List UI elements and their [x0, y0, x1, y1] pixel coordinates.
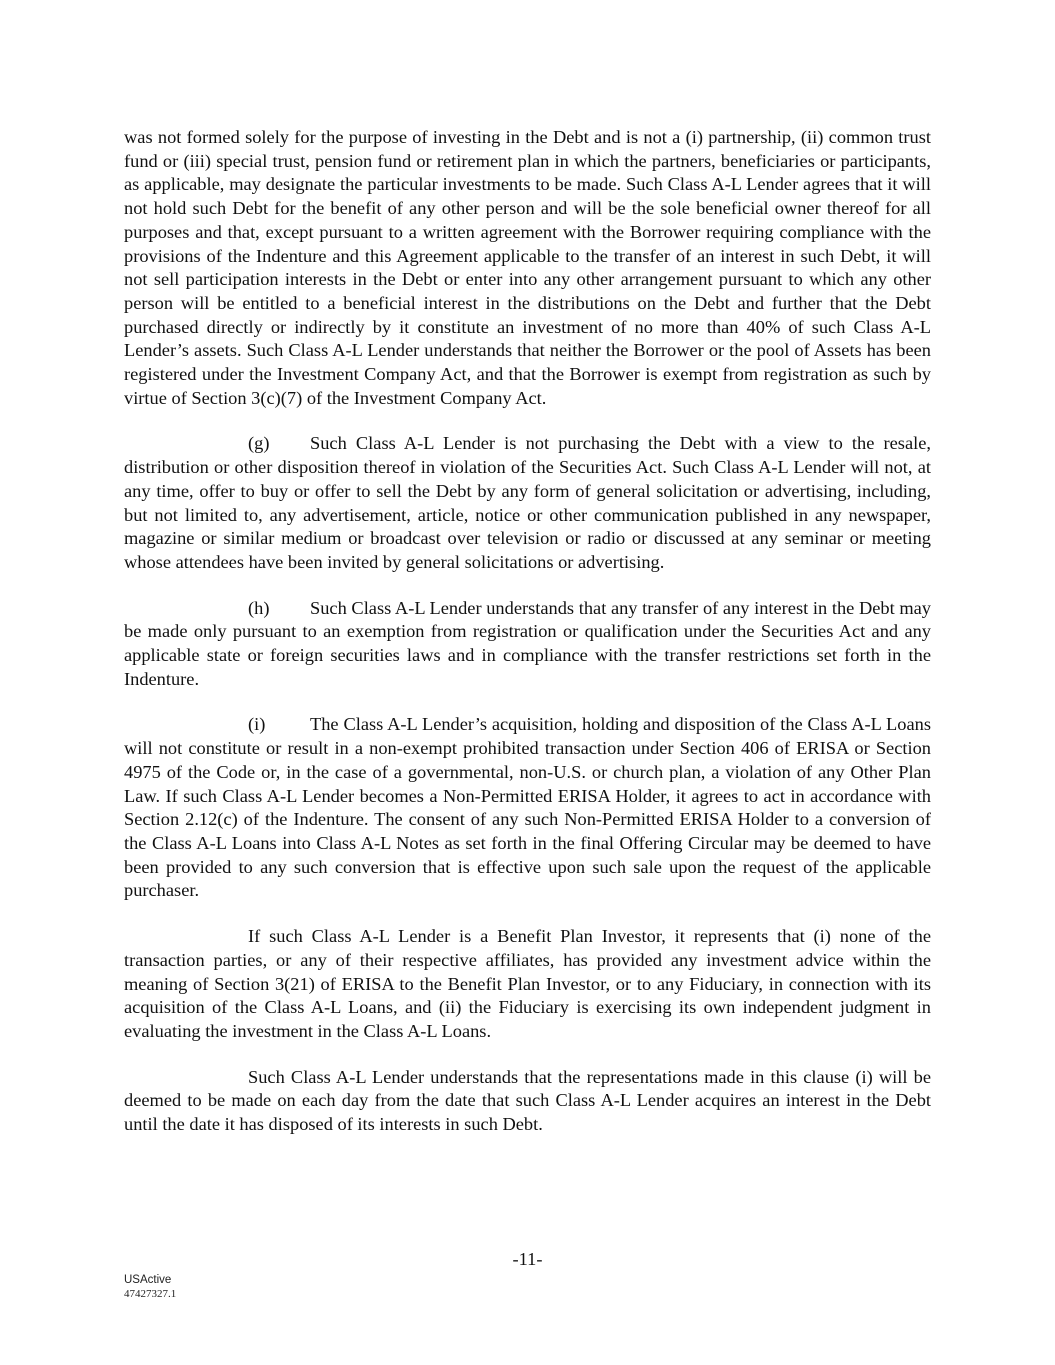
paragraph-h [124, 597, 931, 692]
footer-label: USActive [124, 1274, 172, 1286]
paragraph-continuation: was not formed solely for the purpose of investing in the Debt and is not a (i) partnership, (ii) common trust fund or (iii) special trust, pension fund or retirement plan in which the partners, beneficiaries or participants, as applicable, may designate the particular investments to be made. Such Class A-L Lender agrees that it will not hold such Debt for the benefit of any other person and will be the sole beneficial owner thereof for all purposes and that, except pursuant to a written agreement with the Borrower requiring compliance with the provisions of the Indenture and this Agreement applicable to the transfer of an interest in such Debt, it will not sell participation interests in the Debt or enter into any other arrangement pursuant to which any other person will be entitled to a beneficial interest in the distributions on the Debt and further that the Debt purchased directly or indirectly by it constitute an investment of no more than 40% of such Class A-L Lender’s assets. Such Class A-L Lender understands that neither the Borrower or the pool of Assets has been registered under the Investment Company Act, and that the Borrower is exempt from registration as such by virtue of Section 3(c)(7) of the Investment Company Act. [124, 127, 931, 408]
footer-doc-id: 47427327.1 [124, 1288, 177, 1300]
paragraph-representations: Such Class A-L Lender understands that the representations made in this clause (i) will be deemed to be made on each day from the date that such Class A-L Lender acquires an interest in the Debt until the date it has disposed of its interests in such Debt. [124, 1066, 931, 1135]
clause-text-h: Such Class A-L Lender understands that any transfer of any interest in the Debt may be made only pursuant to an exemption from registration or qualification under the Securities Act and any applicable state or foreign securities laws and in compliance with the transfer restrictions set forth in the Indenture. [124, 597, 931, 689]
page-number: -11- [512, 1249, 543, 1269]
clause-text-g: Such Class A-L Lender is not purchasing the Debt with a view to the resale, distribution or other disposition thereof in violation of the Securities Act. Such Class A-L Lender will not, at any time, offer to buy or offer to sell the Debt by any form of general solicitation or advertising, including, but not limited to, any advertisement, article, notice or other communication published in any newspaper, magazine or similar medium or broadcast over television or radio or discussed at any seminar or meeting whose attendees have been invited by general solicitations or advertising. [124, 433, 931, 572]
paragraph-i [124, 713, 931, 903]
paragraph-g [124, 432, 931, 574]
clause-label-h: (h) [248, 597, 270, 618]
footer [124, 1273, 176, 1301]
document-body [124, 126, 931, 1159]
clause-label-g: (g) [248, 433, 270, 454]
clause-text-i: The Class A-L Lender’s acquisition, holding and disposition of the Class A-L Loans will not constitute or result in a non-exempt prohibited transaction under Section 406 of ERISA or Section 4975 of the Code or, in the case of a governmental, non-U.S. or church plan, a violation of any Other Plan Law. If such Class A-L Lender becomes a Non-Permitted ERISA Holder, it agrees to act in accordance with Section 2.12(c) of the Indenture. The consent of any such Non-Permitted ERISA Holder to a conversion of the Class A-L Loans into Class A-L Notes as set forth in the final Offering Circular may be deemed to have been provided to any such conversion that is effective upon such sale upon the request of the applicable purchaser. [124, 714, 931, 901]
paragraph-benefit-plan: If such Class A-L Lender is a Benefit Plan Investor, it represents that (i) none of the transaction parties, or any of their respective affiliates, has provided any investment advice within the meaning of Section 3(21) of ERISA to the Benefit Plan Investor, or to any Fiduciary, in connection with its acquisition of the Class A-L Loans, and (ii) the Fiduciary is exercising its own independent judgment in evaluating the investment in the Class A-L Loans. [124, 926, 931, 1041]
clause-label-i: (i) [248, 714, 266, 735]
